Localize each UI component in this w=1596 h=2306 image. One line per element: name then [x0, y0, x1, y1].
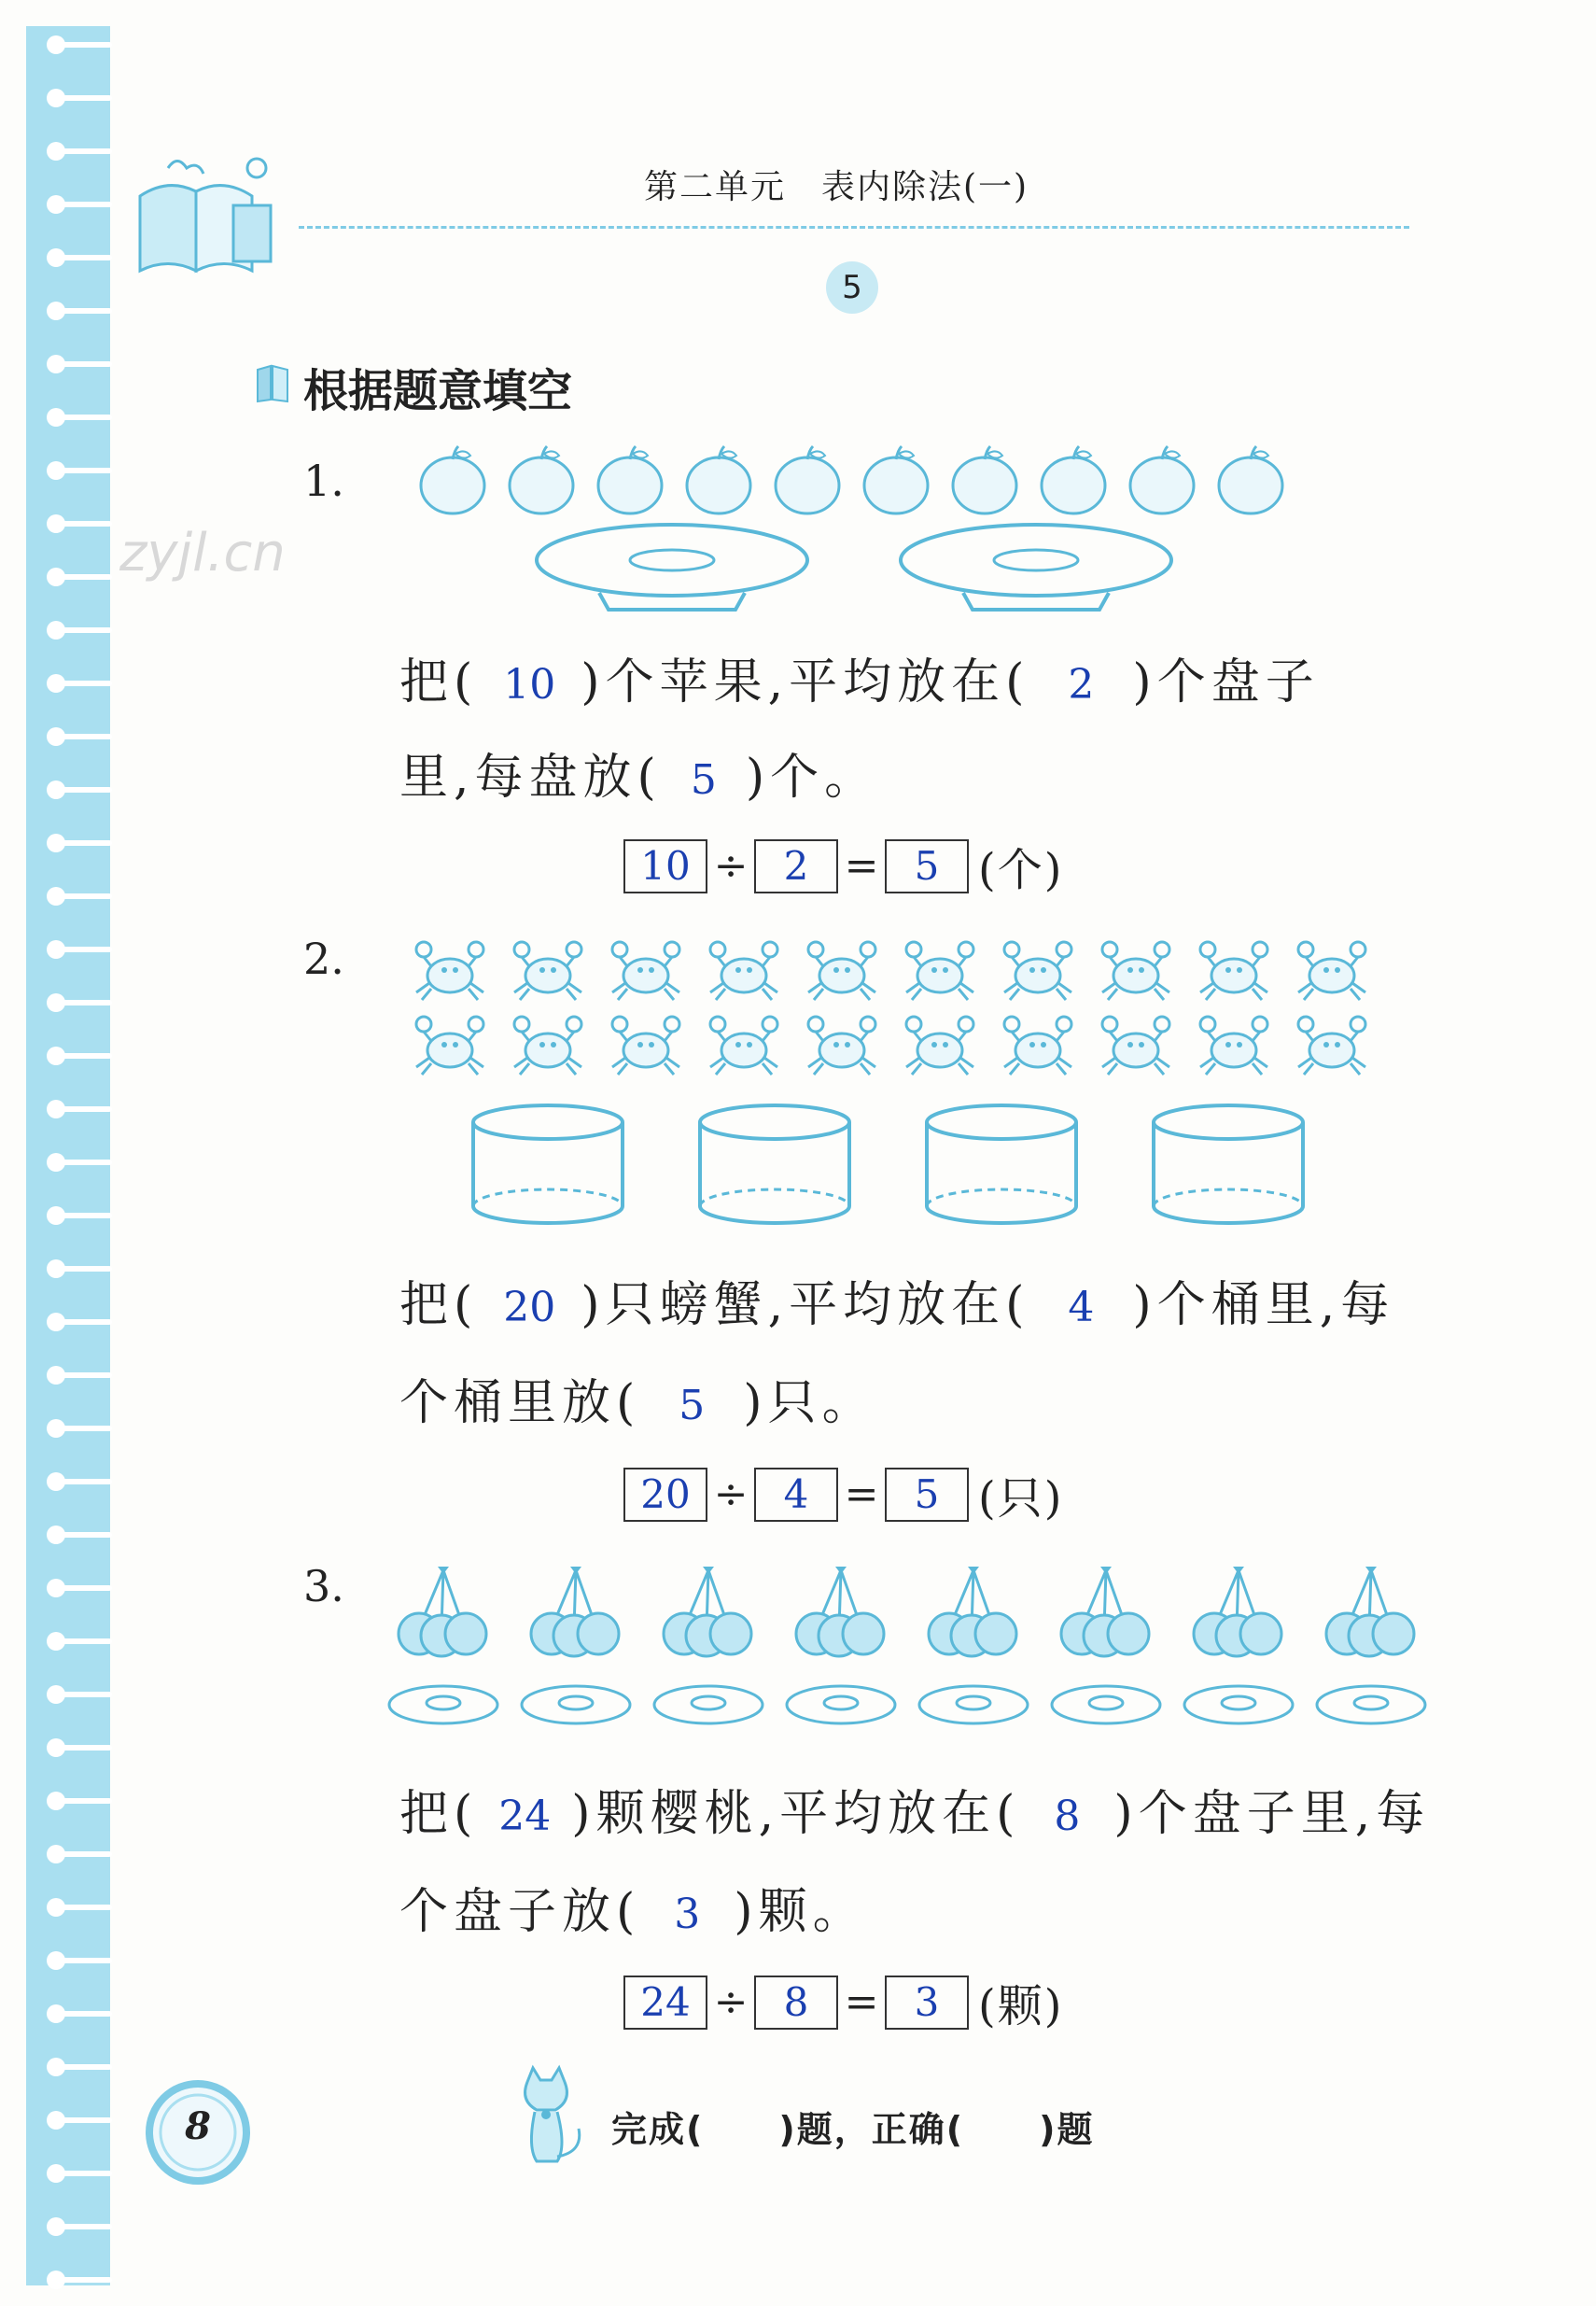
- cherry-bunch-icon: [1326, 1567, 1414, 1656]
- answer-blank[interactable]: 8: [1054, 1793, 1081, 1840]
- binder-ring: [56, 202, 112, 207]
- binder-ring: [56, 2171, 112, 2176]
- small-plates-illustration: [387, 1680, 1442, 1737]
- divisor-box[interactable]: 2: [754, 839, 838, 893]
- binder-ring: [56, 95, 112, 101]
- binder-ring: [56, 1213, 112, 1218]
- header-divider: [299, 226, 1409, 229]
- plate-icon: [537, 525, 807, 610]
- dividend-box[interactable]: 10: [623, 839, 707, 893]
- book-icon: [254, 364, 291, 403]
- cherries-illustration: [387, 1559, 1442, 1662]
- binder-ring: [56, 415, 112, 420]
- quotient-box[interactable]: 5: [885, 1468, 969, 1522]
- binder-ring: [56, 308, 112, 314]
- apple-icon: [687, 446, 750, 513]
- apple-icon: [776, 446, 839, 513]
- binder-ring: [56, 2011, 112, 2017]
- plate-icon: [389, 1686, 497, 1723]
- unit-label: (只): [978, 1472, 1064, 1525]
- binder-ring: [56, 1798, 112, 1804]
- bucket-icon: [1154, 1105, 1303, 1223]
- binder-ring: [56, 2117, 112, 2123]
- crabs-illustration: [411, 938, 1391, 1088]
- cherry-bunch-icon: [531, 1567, 619, 1656]
- binder-ring: [56, 1532, 112, 1538]
- binder-ring: [56, 1638, 112, 1644]
- apple-icon: [864, 446, 928, 513]
- cat-icon: [499, 2063, 593, 2166]
- equation: [623, 834, 1063, 898]
- apple-icon: [1042, 446, 1105, 513]
- plate-icon: [787, 1686, 895, 1723]
- binder-ring: [56, 2224, 112, 2229]
- binder-ring: [56, 787, 112, 793]
- dividend-box[interactable]: 24: [623, 1976, 707, 2030]
- divide-sign: ÷: [713, 1978, 749, 2026]
- watermark: zyjl.cn: [119, 523, 286, 584]
- cherry-bunch-icon: [796, 1567, 884, 1656]
- crab-icon: [710, 1017, 777, 1075]
- binder-ring: [56, 840, 112, 846]
- answer-blank[interactable]: 2: [1068, 661, 1095, 709]
- crab-icon: [1102, 942, 1169, 1000]
- question-2-line-2: 个桶里放( 5 )只。: [399, 1375, 876, 1431]
- plate-icon: [1317, 1686, 1425, 1723]
- apple-icon: [953, 446, 1016, 513]
- binder-ring: [56, 893, 112, 899]
- crab-icon: [1102, 1017, 1169, 1075]
- crab-icon: [1298, 1017, 1365, 1075]
- completion-tracker: 完成( )题，正确( )题: [611, 2109, 1095, 2150]
- binder-ring: [56, 1106, 112, 1112]
- binder-ring: [56, 1319, 112, 1325]
- section-title: 根据题意填空: [303, 365, 573, 417]
- crab-icon: [1200, 942, 1267, 1000]
- equation: [623, 1970, 1063, 2034]
- binder-ring: [56, 627, 112, 633]
- binder-ring: [56, 2064, 112, 2070]
- equation: [623, 1462, 1063, 1526]
- answer-blank[interactable]: 24: [498, 1793, 552, 1840]
- answer-blank[interactable]: 5: [690, 756, 717, 804]
- apple-icon: [1219, 446, 1282, 513]
- apple-icon: [598, 446, 662, 513]
- plate-icon: [654, 1686, 763, 1723]
- answer-blank[interactable]: 10: [503, 661, 556, 709]
- crab-icon: [808, 1017, 875, 1075]
- crab-icon: [1004, 942, 1071, 1000]
- plates-illustration: [532, 518, 1185, 621]
- binder-ring: [56, 1372, 112, 1378]
- plate-icon: [901, 525, 1171, 610]
- cherry-bunch-icon: [399, 1567, 486, 1656]
- crab-icon: [514, 942, 581, 1000]
- page-header-title: 第二单元 表内除法(一): [644, 168, 1029, 206]
- binder-ring: [56, 681, 112, 686]
- binder-ring: [56, 255, 112, 260]
- answer-blank[interactable]: 20: [503, 1284, 556, 1331]
- quotient-box[interactable]: 3: [885, 1976, 969, 2030]
- plate-icon: [1052, 1686, 1160, 1723]
- binder-ring: [56, 947, 112, 952]
- crab-icon: [514, 1017, 581, 1075]
- crab-icon: [416, 1017, 483, 1075]
- crab-icon: [808, 942, 875, 1000]
- equals-sign: =: [844, 1470, 879, 1518]
- binder-ring: [56, 521, 112, 527]
- binder-ring: [56, 1958, 112, 1963]
- plate-icon: [522, 1686, 630, 1723]
- bucket-icon: [700, 1105, 849, 1223]
- unit-label: (个): [978, 844, 1064, 896]
- apple-icon: [1130, 446, 1194, 513]
- binder-ring: [56, 1692, 112, 1697]
- question-2-line-1: 把( 20 )只螃蟹,平均放在( 4 )个桶里,每: [399, 1277, 1395, 1333]
- equals-sign: =: [844, 842, 879, 890]
- binder-ring: [56, 1745, 112, 1751]
- binder-ring: [56, 468, 112, 473]
- binder-ring: [56, 1426, 112, 1431]
- cherry-bunch-icon: [664, 1567, 751, 1656]
- plate-icon: [919, 1686, 1028, 1723]
- cherry-bunch-icon: [1194, 1567, 1281, 1656]
- apple-icon: [510, 446, 573, 513]
- crab-icon: [612, 1017, 679, 1075]
- binder-ring: [56, 1266, 112, 1272]
- apple-icon: [421, 446, 484, 513]
- dividend-box[interactable]: 20: [623, 1468, 707, 1522]
- binder-ring: [56, 42, 112, 48]
- quotient-box[interactable]: 5: [885, 839, 969, 893]
- question-3-line-2: 个盘子放( 3 )颗。: [399, 1884, 867, 1940]
- binder-ring: [56, 1585, 112, 1591]
- crab-icon: [710, 942, 777, 1000]
- binder-ring: [56, 1053, 112, 1059]
- divide-sign: ÷: [713, 842, 749, 890]
- binder-ring: [56, 361, 112, 367]
- binder-ring: [56, 574, 112, 580]
- bucket-icon: [927, 1105, 1076, 1223]
- question-number: 2.: [303, 934, 344, 984]
- question-1-line-2: 里,每盘放( 5 )个。: [399, 750, 879, 806]
- plate-icon: [1184, 1686, 1293, 1723]
- bucket-icon: [473, 1105, 623, 1223]
- books-decoration-icon: [131, 140, 289, 280]
- question-number: 3.: [303, 1561, 344, 1611]
- binder-ring: [56, 1851, 112, 1857]
- answer-blank[interactable]: 5: [679, 1382, 706, 1429]
- binder-ring: [56, 1479, 112, 1484]
- binder-ring: [56, 2277, 112, 2283]
- page-number: 8: [185, 2104, 211, 2148]
- crab-icon: [906, 942, 973, 1000]
- answer-blank[interactable]: 4: [1068, 1284, 1095, 1331]
- crab-icon: [1298, 942, 1365, 1000]
- apples-illustration: [411, 439, 1307, 523]
- crab-icon: [1004, 1017, 1071, 1075]
- question-number: 1.: [303, 456, 344, 506]
- crab-icon: [612, 942, 679, 1000]
- divisor-box[interactable]: 4: [754, 1468, 838, 1522]
- crab-icon: [1200, 1017, 1267, 1075]
- cherry-bunch-icon: [1061, 1567, 1149, 1656]
- answer-blank[interactable]: 3: [674, 1891, 701, 1938]
- cherry-bunch-icon: [929, 1567, 1016, 1656]
- binder-ring: [56, 1000, 112, 1005]
- binder-ring: [56, 1905, 112, 1910]
- unit-label: (颗): [978, 1980, 1064, 2032]
- binder-ring: [56, 1160, 112, 1165]
- binder-ring: [56, 734, 112, 739]
- question-3-line-1: 把( 24 )颗樱桃,平均放在( 8 )个盘子里,每: [399, 1786, 1431, 1842]
- divisor-box[interactable]: 8: [754, 1976, 838, 2030]
- lesson-number-badge: 5: [826, 261, 878, 314]
- buckets-illustration: [471, 1102, 1330, 1242]
- binder-ring: [56, 148, 112, 154]
- crab-icon: [906, 1017, 973, 1075]
- question-1-line-1: 把( 10 )个苹果,平均放在( 2 )个盘子: [399, 654, 1320, 710]
- divide-sign: ÷: [713, 1470, 749, 1518]
- equals-sign: =: [844, 1978, 879, 2026]
- crab-icon: [416, 942, 483, 1000]
